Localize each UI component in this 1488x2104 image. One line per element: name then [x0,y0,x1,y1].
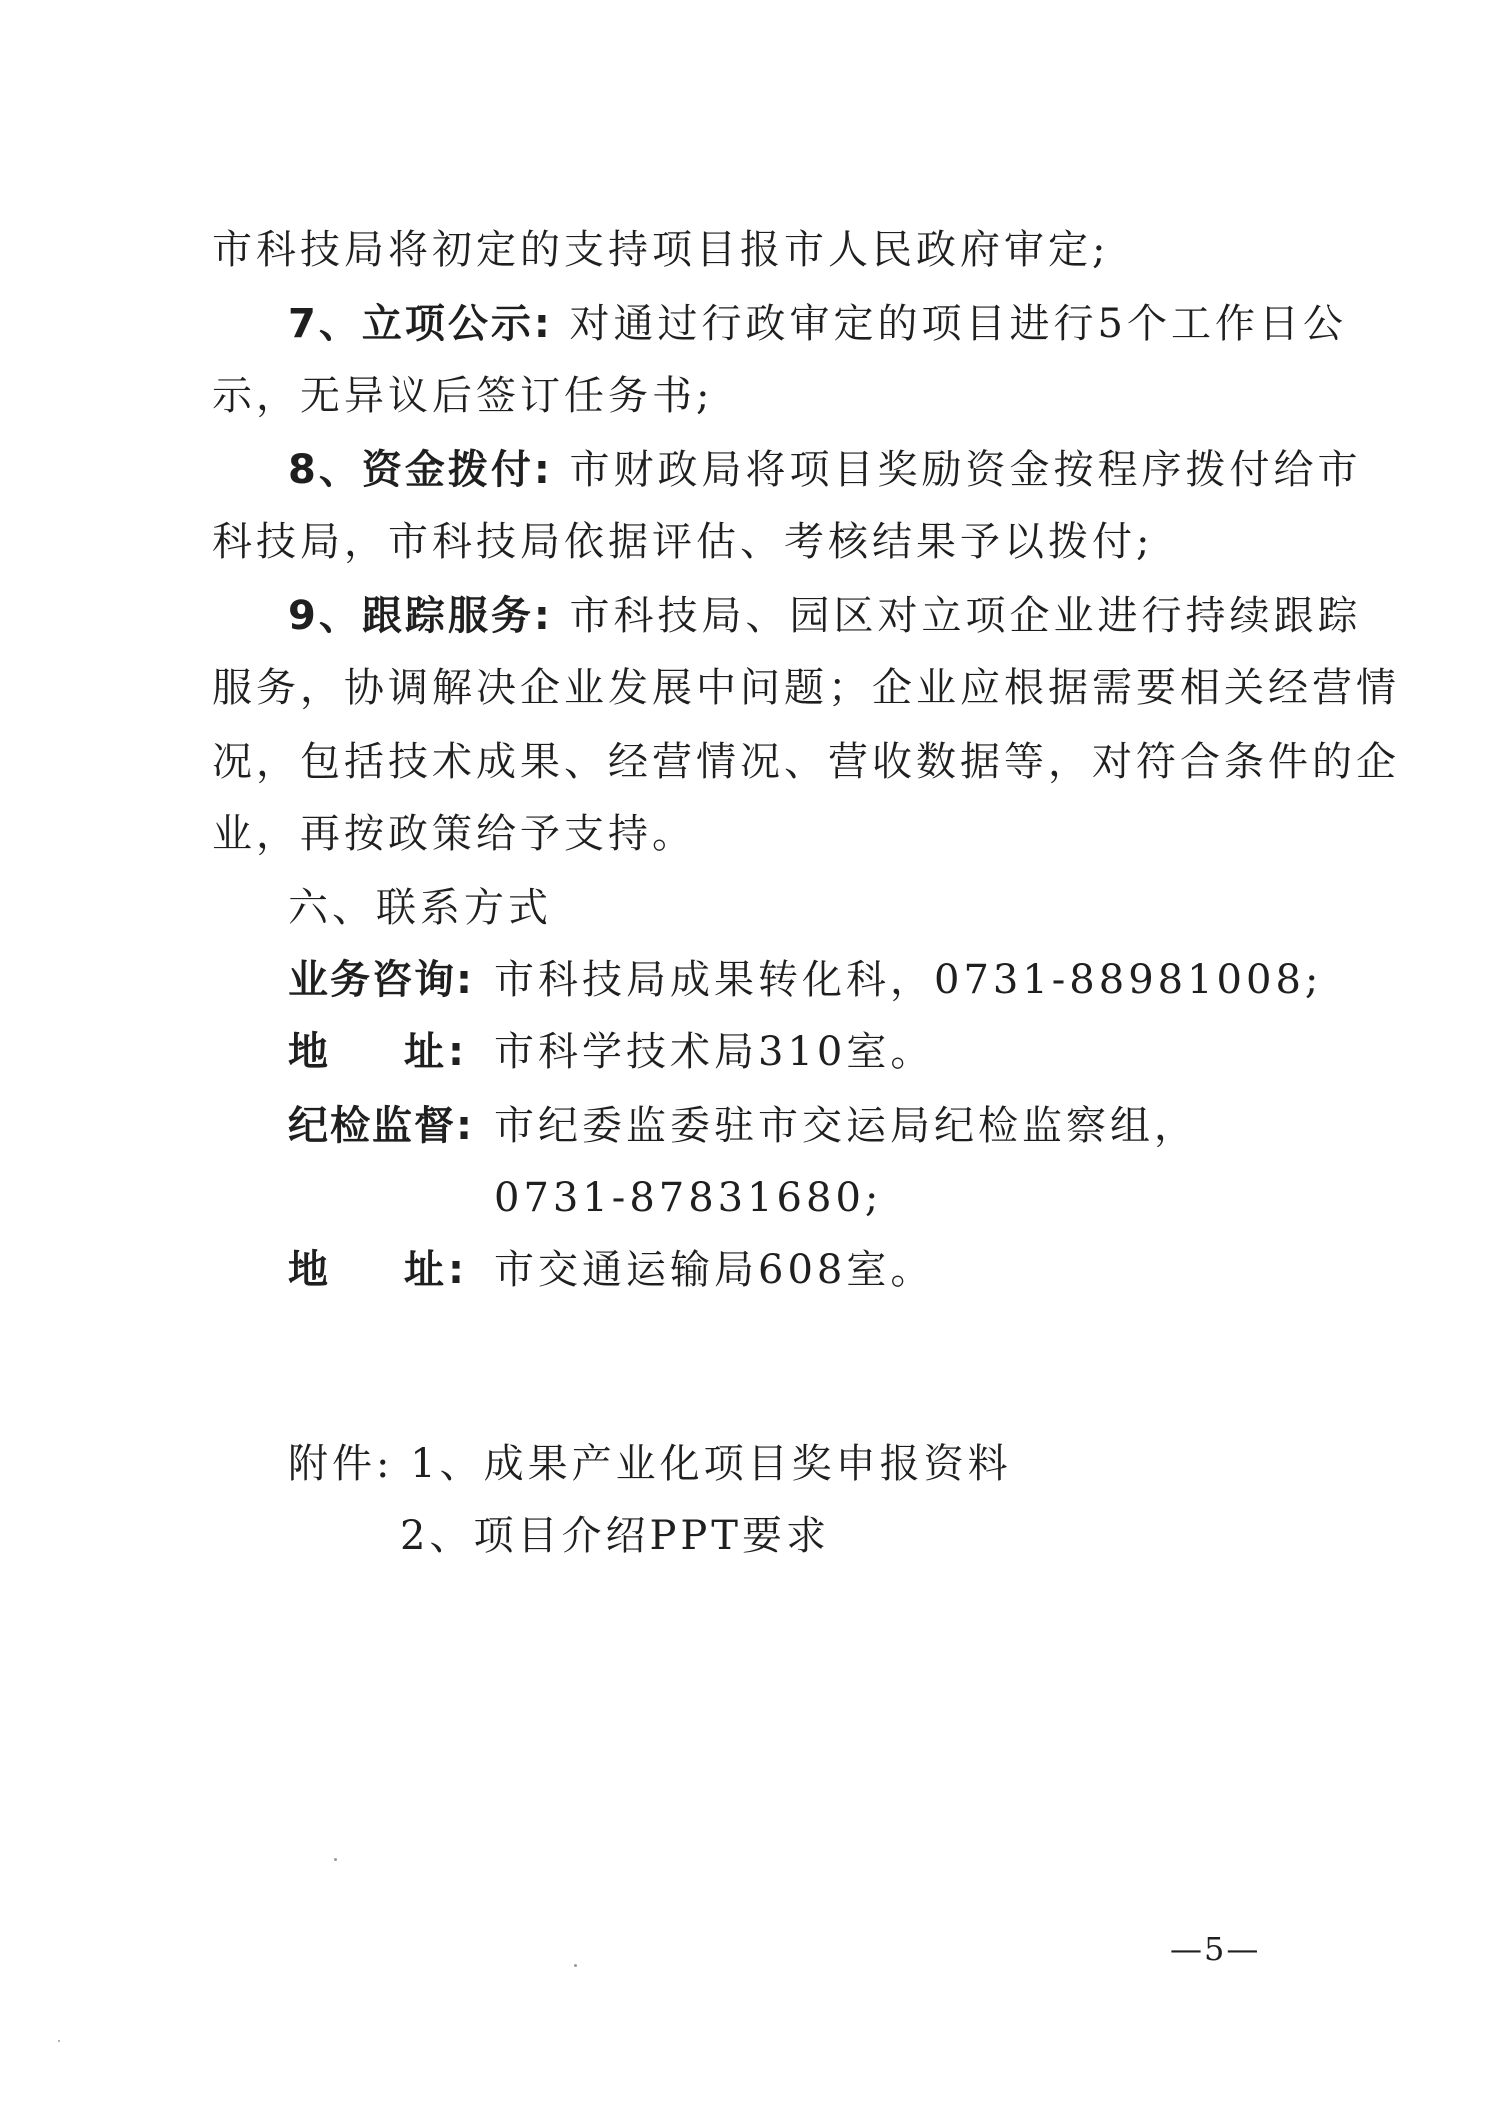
attachment-item-1: 1、成果产业化项目奖申报资料 [410,1441,1012,1487]
consult-value: 市科技局成果转化科，0731-88981008; [494,957,1323,1003]
attachment-item-2: 2、项目介绍PPT要求 [400,1513,830,1559]
contact-discipline-phone [494,1174,882,1222]
item-9-line-3 [212,738,1400,786]
attachments-line-1 [288,1440,1012,1488]
item-9-text-cont-3: 业，再按政策给予支持。 [212,811,696,857]
scan-speck [574,1964,577,1967]
address-2-label [288,1246,494,1294]
item-8-text: 市财政局将项目奖励资金按程序拨付给市 [569,447,1362,493]
item-9-line-1 [288,592,1362,640]
address-label-char-1: 地 [288,1247,332,1293]
item-9-text-cont-2: 况，包括技术成果、经营情况、营收数据等，对符合条件的企 [212,739,1400,785]
contact-address-1 [288,1028,934,1076]
item-9-line-2 [212,664,1400,712]
body-text: 市科技局将初定的支持项目报市人民政府审定; [212,227,1110,273]
item-7-text: 对通过行政审定的项目进行5个工作日公 [569,301,1347,347]
discipline-label: 纪检监督: [288,1103,474,1149]
item-8-line-1 [288,446,1362,494]
address-2-value: 市交通运输局608室。 [494,1247,935,1293]
discipline-phone: 0731-87831680; [494,1175,883,1221]
scan-speck [334,1858,337,1861]
body-line-1 [212,226,1109,274]
address-label-char-2: 址: [404,1029,468,1075]
address-1-value: 市科学技术局310室。 [494,1029,935,1075]
item-9-text-cont-1: 服务，协调解决企业发展中问题；企业应根据需要相关经营情 [212,665,1400,711]
consult-label: 业务咨询: [288,957,474,1003]
item-8-line-2 [212,518,1153,566]
contact-address-2 [288,1246,934,1294]
item-8-label: 8、资金拨付: [288,447,553,493]
address-label-char-2: 址: [404,1247,468,1293]
page-number: —5— [1170,1930,1261,1968]
item-9-line-4 [212,810,696,858]
address-1-label [288,1028,494,1076]
item-9-text: 市科技局、园区对立项企业进行持续跟踪 [569,593,1362,639]
item-8-text-cont: 科技局，市科技局依据评估、考核结果予以拨付; [212,519,1154,565]
contact-discipline [288,1102,1198,1150]
item-7-label: 7、立项公示: [288,301,553,347]
item-7-text-cont: 示，无异议后签订任务书; [212,373,714,419]
discipline-value: 市纪委监委驻市交运局纪检监察组， [494,1103,1198,1149]
attachments-line-2 [400,1512,830,1560]
address-label-char-1: 地 [288,1029,332,1075]
scan-speck [58,2040,60,2042]
attachments-label: 附件: [288,1441,394,1487]
contact-consult [288,956,1322,1004]
section-heading-text: 六、联系方式 [288,885,552,931]
section-6-heading [288,884,552,932]
item-7-line-2 [212,372,713,420]
item-7-line-1 [288,300,1347,348]
item-9-label: 9、跟踪服务: [288,593,553,639]
